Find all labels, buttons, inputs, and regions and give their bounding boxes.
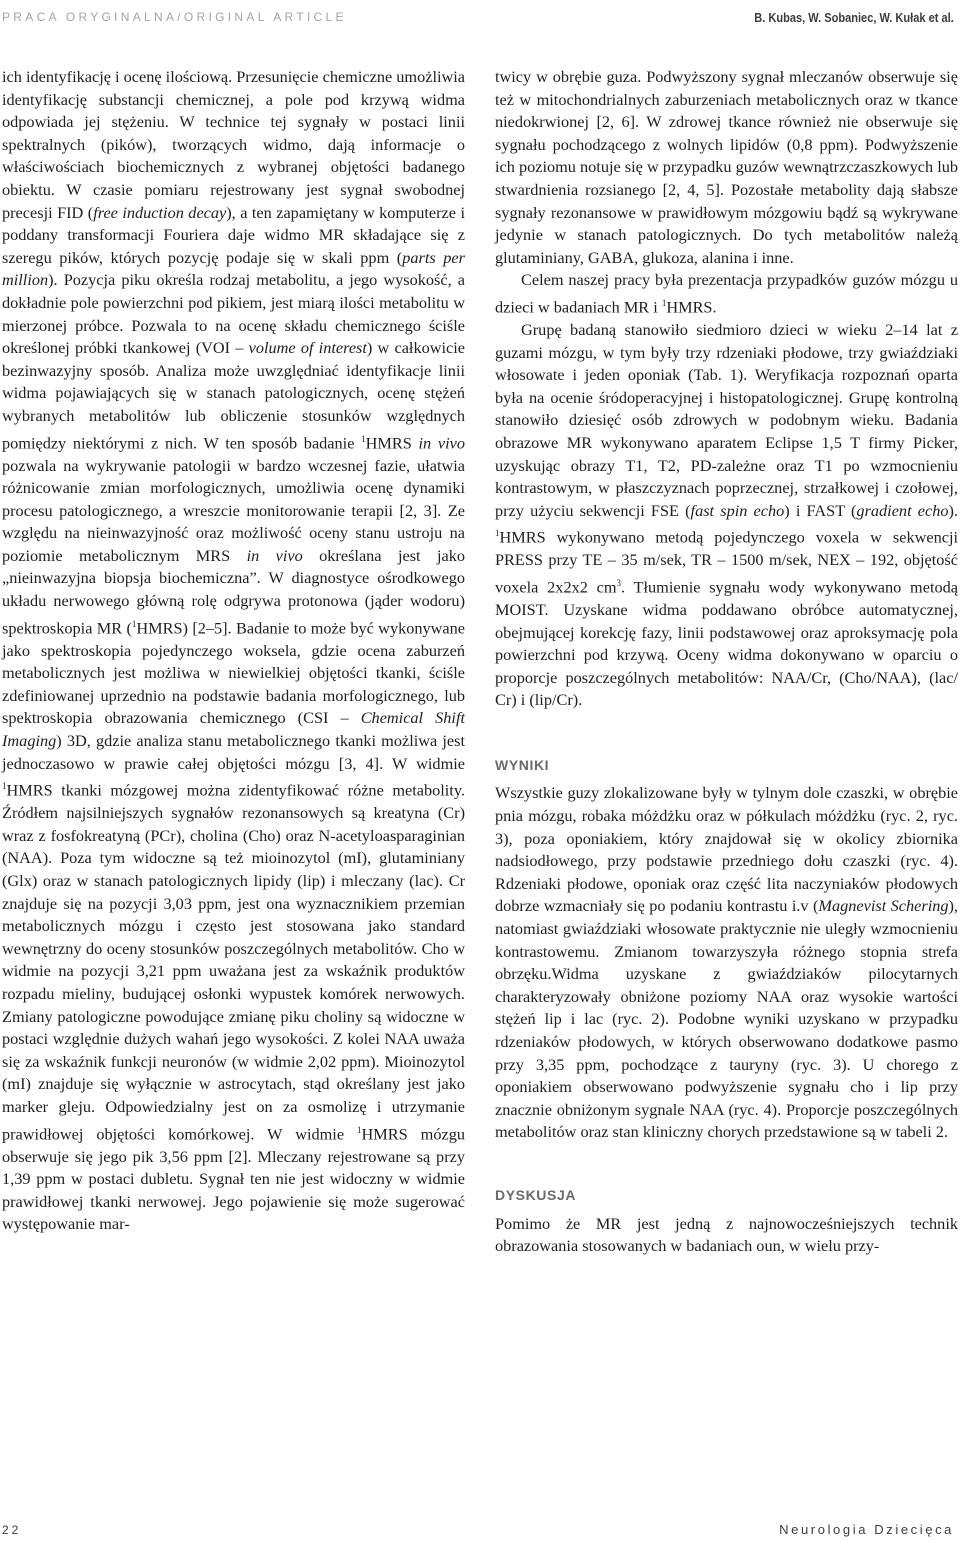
body-paragraph: Pomimo że MR jest jedną z najnowocześniejszych technik obrazowania stosowanych w badaniach oun, w wielu przy- xyxy=(495,1213,958,1256)
section-title-discussion: DYSKUSJA xyxy=(495,1186,577,1203)
left-column xyxy=(2,66,465,1236)
article-type-label: PRACA ORYGINALNA/ORIGINAL ARTICLE xyxy=(2,10,347,24)
journal-name: Neurologia Dziecięca xyxy=(779,1522,954,1537)
body-paragraph: ich identyfikację i ocenę ilościową. Przesunięcie chemiczne umożliwia identyfikację substancji chemicznej, a pole pod krzywą widma odpowiada jej stężeniu. W technice tej sygnały w postaci linii spektralnych (pików), tworzących widmo, dają informacje o właściwościach biochemicznych z wybranej objętości badanego obiektu. W czasie pomiaru rejestrowany jest sygnał swobodnej precesji FID (free induction decay), a ten zapamiętany w komputerze i poddany transformacji Fouriera daje widmo MR składające się z szeregu pików, których pozycję podaje się w skali ppm (parts per million). Pozycja piku określa rodzaj metabolitu, a jego wysokość, a dokładnie pole powierzchni pod pikiem, jest miarą ilości metabolitu w mierzonej próbce. Pozwala to na ocenę składu chemicznego ściśle określonej próbki tkankowej (VOI – volume of interest) w całkowicie bezinwazyjny sposób. Analiza może uwzględniać identyfikacje linii widma pojawiających się w stanach patologicznych, ocenę stężeń wybranych metabolitów lub obliczenie stosunków względnych pomiędzy niektórymi z nich. W ten sposób badanie $^1$HMRS in vivo pozwala na wykrywanie patologii w bardzo wczesnej fazie, ułatwia różnicowanie zmian morfologicznych, umożliwia ocenę dynamiki procesu patologicznego, a wreszcie monitorowanie terapii [2, 3]. Ze względu na nieinwazyjność oraz możliwość oceny stanu ustroju na poziomie metabolicznym MRS in vivo określana jest jako „nieinwazyjna biopsja biochemiczna”. W diagnostyce ośrodkowego układu nerwowego główną rolę odgrywa protonowa (jąder wodoru) spektroskopia MR ($^1$HMRS) [2–5]. Badanie to może być wykonywane jako spektroskopia pojedynczego woksela, gdzie ocena zaburzeń metabolicznych jest możliwa w niewielkiej objętości tkanki, ściśle zdefiniowanej uprzednio na podstawie badania morfologicznego, lub spektroskopia obrazowania chemicznego (CSI – Chemical Shift Imaging) 3D, gdzie analiza stanu metabolicznego tkanki możliwa jest jednoczasowo w prawie całej objętości mózgu [3, 4]. W widmie $^1$HMRS tkanki mózgowej można zidentyfikować różne metabolity. Źródłem najsilniejszych sygnałów rezonansowych są kreatyna (Cr) wraz z fosfokreatyną (PCr), cholina (Cho) oraz N-acetyloasparaginian (NAA). Poza tym widoczne są też mioinozytol (mI), glutaminiany (Glx) oraz w stanach patologicznych lipidy (lip) i mleczany (lac). Cr znajduje się na pozycji 3,03 ppm, jest ona wyznacznikiem przemian metabolicznych mózgu i często jest stosowana jako standard wewnętrzny do oceny stosunków poszczególnych metabolitów. Cho w widmie na pozycji 3,21 ppm uważana jest za wskaźnik produktów rozpadu mieliny, budującej osłonki wypustek komórek nerwowych. Zmiany patologiczne powodujące zmianę piku choliny są widoczne w postaci względnie dużych wahań jego wysokości. Z kolei NAA uważa się za wskaźnik funkcji neuronów (w widmie 2,02 ppm). Mioinozytol (mI) znajduje się wyłącznie w astrocytach, stąd określany jest jako marker gleju. Odpowiedzialny jest on za osmolizę i utrzymanie prawidłowej objętości komórkowej. W widmie $^1$HMRS mózgu obserwuje się jego pik 3,56 ppm [2]. Mleczany rejestrowane są przy 1,39 ppm w postaci dubletu. Sygnał ten nie jest widoczny w widmie prawidłowej tkanki nerwowej. Jego pojawienie się może sugerować występowanie mar- xyxy=(2,67,465,1234)
body-paragraph: Grupę badaną stanowiło siedmioro dzieci w wieku 2–14 lat z guzami mózgu, w tym były trzy rdzeniaki płodowe, trzy gwiaździaki włosowate i jeden oponiak (Tab. 1). Weryfikacja rozpoznań oparta była na ocenie śródoperacyjnej i histopatologicznej. Grupę kontrolną stanowiło dziesięć osób zdrowych w podobnym wieku. Badania obrazowe MR wykonywano aparatem Eclipse 1,5 T firmy Picker, uzyskując obrazy T1, T2, PD-zależne oraz T1 po wzmocnieniu kontrastowym, w płaszczyznach poprzecznej, strzałkowej i czołowej, przy użyciu sekwencji FSE (fast spin echo) i FAST (gradient echo). $^1$HMRS wykonywano metodą pojedynczego voxela w sekwencji PRESS przy TE – 35 m/sek, TR – 1500 m/sek, NEX – 192, objętość voxela 2x2x2 $cm^3$. Tłumienie sygnału wody wykonywano metodą MOIST. Uzyskane widma poddawano obróbce automatycznej, obejmującej korekcję fazy, linii podstawowej oraz aproksymację pola powierzchni pod krzywą. Oceny widma dokonywano w oparciu o proporcje poszczególnych metabolitów: NAA/Cr, (Cho/NAA), (lac/ Cr) i (lip/Cr). xyxy=(495,319,958,710)
running-head xyxy=(0,10,960,26)
body-paragraph: twicy w obrębie guza. Podwyższony sygnał mleczanów obserwuje się też w mitochondrialnych zaburzeniach metabolicznych oraz w tkance niedokrwionej [2, 6]. W zdrowej tkance również nie obserwuje się sygnału pochodzącego z wolnych lipidów (0,8 ppm). Podwyższenie ich poziomu notuje się w przypadku guzów wewnątrzczaszkowych lub stwardnienia rozsianego [2, 4, 5]. Pozostałe metabolity dają słabsze sygnały rezonansowe w prawidłowym mózgowiu bądź są wykrywane jedynie w stanach patologicznych. Do tych metabolitów należą glutaminiany, GABA, glukoza, alanina i inne. xyxy=(495,67,958,267)
authors-label: B. Kubas, W. Sobaniec, W. Kułak et al. xyxy=(754,10,954,25)
body-paragraph: Celem naszej pracy była prezentacja przypadków guzów mózgu u dzieci w badaniach MR i $^1$HMRS. xyxy=(495,270,958,317)
section-title-results: WYNIKI xyxy=(495,756,550,773)
right-column xyxy=(495,66,958,1258)
body-paragraph: Wszystkie guzy zlokalizowane były w tylnym dole czaszki, w obrębie pnia mózgu, robaka móżdżku oraz w półkulach móżdżku (ryc. 2, ryc. 3), poza oponiakiem, który znajdował się w okolicy zbiornika nadsiodłowego, przy podstawie przedniego dołu czaszki (ryc. 4). Rdzeniaki płodowe, oponiak oraz część lita naczyniaków płodowych dobrze wzmacniały się po podaniu kontrastu i.v (Magnevist Schering), natomiast gwiaździaki włosowate praktycznie nie uległy wzmocnieniu kontrastowemu. Zmianom towarzyszyła różnego stopnia strefa obrzęku.Widma uzyskane z gwiaździaków pilocytarnych charakteryzowały obniżone poziomy NAA oraz wysokie wartości stężeń lip i lac (ryc. 2). Podobne wyniki uzyskano w przypadku rdzeniaków płodowych, w których obserwowano dodatkowe pasmo przy 3,35 ppm, pochodzące z tauryny (ryc. 3). U chorego z oponiakiem obserwowano podwyższenie sygnału cho i lip przy znacznie obniżonym sygnale NAA (ryc. 4). Proporcje poszczególnych metabolitów oraz stan kliniczny chorych przedstawione są w tabeli 2. xyxy=(495,783,959,1142)
page-number: 22 xyxy=(2,1523,22,1537)
